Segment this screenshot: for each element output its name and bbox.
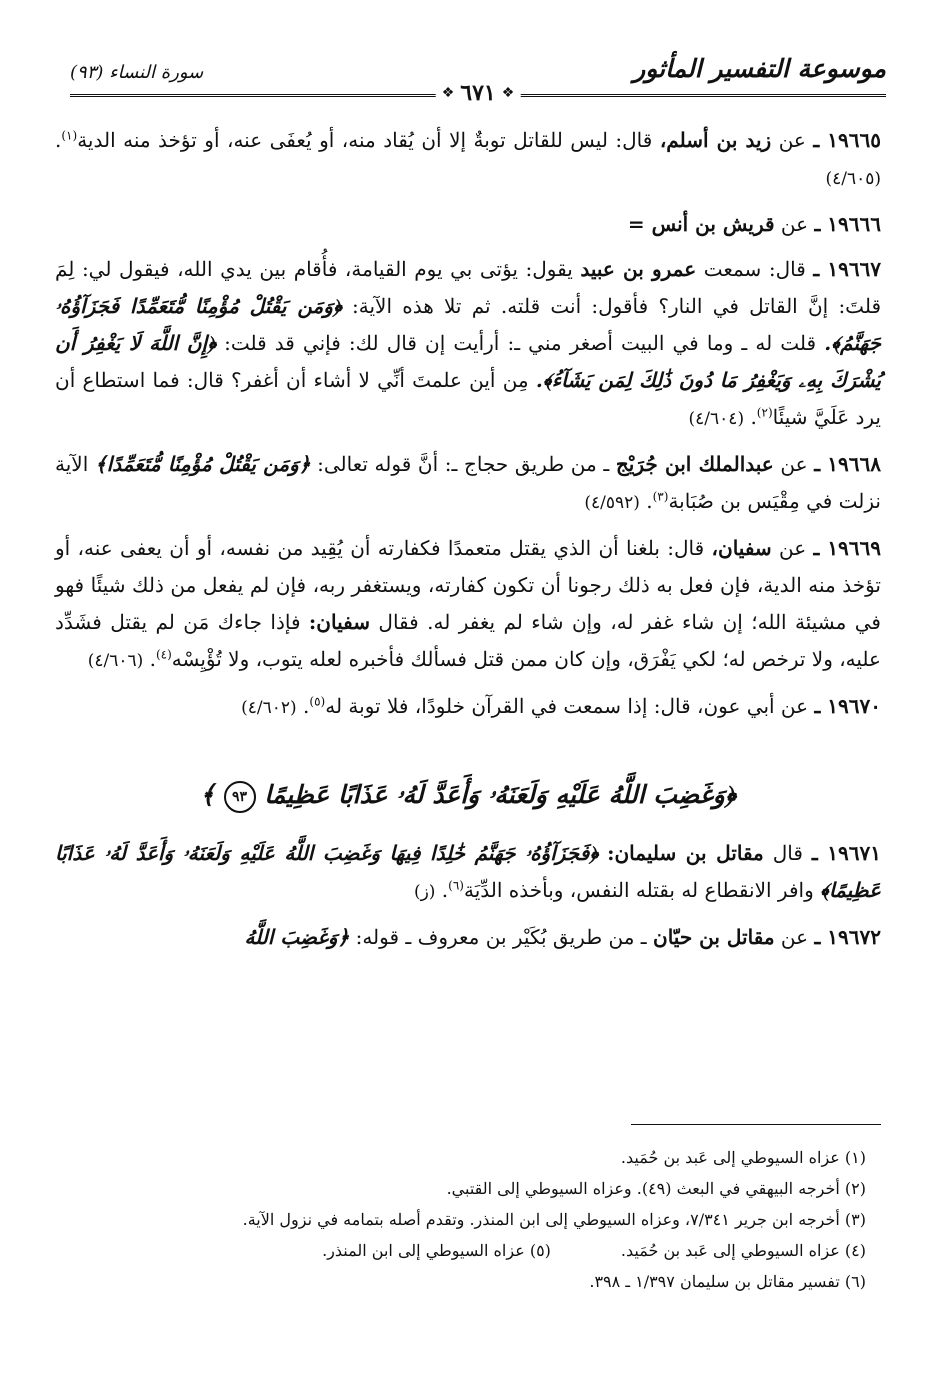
footnote-4: (٤) عزاه السيوطي إلى عَبد بن حُمَيد. [620, 1241, 866, 1260]
entry-text: . [441, 878, 449, 902]
quran-quote: ﴿وَمَن يَقْتُلْ مُؤْمِنًا مُّتَعَمِّدًا﴾ [94, 452, 311, 476]
quran-quote: ﴿وَمَن يَقْتُلْ مُؤْمِنًا مُّتَعَمِّدًا فَجَزَآؤُهُۥ جَهَنَّمُ﴾. [55, 294, 881, 355]
entry-text: وافر الانقطاع له بقتله النفس، وبأخذه الدِّيَة [463, 878, 814, 902]
entry-text: ـ من طريق بُكَيْر بن معروف ـ قوله: [355, 925, 647, 949]
footnote-marker: (١) [61, 128, 78, 143]
entry-number: ١٩٦٧١ ـ [811, 841, 882, 865]
entry-text: . [303, 694, 310, 718]
entry-text: قال: ليس للقاتل توبةٌ إلا أن يُقاد منه، أو يُعفَى عنه، أو تؤخذ منه الدية [77, 128, 653, 152]
entry-text: . [646, 489, 653, 513]
entry-number: ١٩٦٦٦ ـ [814, 212, 881, 236]
entry-text: عن [780, 212, 809, 236]
narrator-name: سفيان: [308, 610, 370, 634]
quran-quote: ﴿إِنَّ اللَّهَ لَا يَغْفِرُ أَن يُشْرَكَ بِهِۦ وَيَغْفِرُ مَا دُونَ ذَٰلِكَ لِمَن يَشَآءُ﴾. [55, 331, 882, 392]
verse-heading [55, 775, 881, 815]
quran-quote: ﴿فَجَزَآؤُهُۥ جَهَنَّمُ خَٰلِدًا فِيهَا وَغَضِبَ اللَّهُ عَلَيْهِ وَلَعَنَهُۥ وَأَعَدَّ لَهُۥ عَذَابًا عَظِيمًا﴾ [55, 841, 881, 902]
entry-text: مِن أين علمتَ أنِّي لا أشاء أن أغفر؟ قال: فما استطاع أن يرد عَلَيَّ شيئًا [55, 368, 881, 429]
footnote-1: (١) عزاه السيوطي إلى عَبد بن حُمَيد. [620, 1148, 866, 1167]
ornament-icon: ❖ [501, 85, 515, 101]
main-text [55, 122, 881, 964]
footnote-marker: (٣) [652, 489, 669, 504]
entry-text: قال [772, 841, 803, 865]
volume-ref: (٤/٦٠٤) [688, 409, 745, 429]
entry-number: ١٩٦٧٢ ـ [814, 925, 881, 949]
footnote-marker: (٦) [448, 878, 464, 893]
entry-text: فإذا جاءك مَن لم يقتل فشَدِّد عليه، ولا ترخص له؛ لكي يَفْرَق، وإن كان ممن قتل فسألك فأخبره لعله يتوب، ولا تُؤْيِسْه [55, 610, 881, 671]
volume-ref: (٤/٥٩٢) [584, 493, 640, 513]
entry-text: قلت له ـ وما في البيت أصغر مني ـ: أرأيت إن قال لك: فإني قد قلت: [224, 331, 817, 355]
footnote-row [70, 1235, 866, 1266]
footnote-marker: (٥) [309, 694, 326, 709]
entry-text: عن [778, 128, 806, 152]
verse-text: ﴿وَغَضِبَ اللَّهُ عَلَيْهِ وَلَعَنَهُۥ وَأَعَدَّ لَهُۥ عَذَابًا عَظِيمًا [264, 780, 736, 809]
page-number-box [436, 80, 521, 106]
entry-text: ـ من طريق حجاج ـ: أنَّ قوله تعالى: [317, 452, 610, 476]
footnote-6: (٦) تفسير مقاتل بن سليمان ١/٣٩٧ ـ ٣٩٨. [589, 1272, 866, 1291]
entry-number: ١٩٦٦٥ ـ [813, 128, 882, 152]
narrator-name: مقاتل بن حيّان [653, 925, 775, 949]
entry-number: ١٩٦٦٧ ـ [813, 257, 882, 281]
entry-text: عن أبي عون، قال: إذا سمعت في القرآن خلودًا، فلا توبة له [325, 694, 809, 718]
entry-text: قال: سمعت [703, 257, 806, 281]
quran-quote: ﴿وَغَضِبَ اللَّهُ [244, 925, 350, 949]
entry-19665 [55, 122, 881, 198]
footnote-marker: (٢) [756, 405, 773, 420]
entry-19672 [55, 919, 881, 956]
entry-text: . [750, 405, 757, 429]
entry-19666 [55, 206, 881, 243]
entry-text: عن [779, 536, 807, 560]
volume-ref: (٤/٦٠٥) [825, 169, 881, 189]
narrator-name: عبدالملك ابن جُرَيْج [615, 452, 774, 476]
narrator-name: سفيان، [711, 536, 772, 560]
narrator-name: مقاتل بن سليمان: [607, 841, 764, 865]
entry-text: الآية نزلت في مِقْيَس بن صُبَابة [55, 452, 881, 513]
entry-text: عن [780, 452, 808, 476]
page-header [70, 52, 886, 106]
entry-19670 [55, 688, 881, 727]
entry-19667 [55, 251, 881, 438]
entry-text: . [55, 128, 62, 152]
volume-ref: (٤/٦٠٢) [241, 698, 297, 718]
verse-number-badge: ٩٣ [224, 781, 256, 813]
book-title: موسوعة التفسير المأثور [633, 54, 886, 83]
footnote-2: (٢) أخرجه البيهقي في البعث (٤٩). وعزاه السيوطي إلى القتبي. [446, 1179, 866, 1198]
entry-text: عن [780, 925, 809, 949]
entry-number: ١٩٦٦٨ ـ [814, 452, 882, 476]
footnote-marker: (٤) [155, 647, 172, 662]
narrator-name: عمرو بن عبيد [580, 257, 697, 281]
footnotes [70, 1142, 866, 1297]
page-number: ٦٧١ [460, 80, 496, 106]
entry-text: . [149, 647, 156, 671]
ornament-icon: ❖ [441, 85, 455, 101]
entry-text: يقول: يؤتى بي يوم القيامة، فأُقام بين يدي الله، فيقول لي: لِمَ قلتَ: إنَّ القاتل في النار؟ فأقول: أنت قلته. ثم تلا هذه الآية: [55, 257, 881, 318]
verse-close-bracket: ﴾ [200, 780, 215, 809]
footnote-separator [631, 1124, 881, 1125]
surah-label: سورة النساء (٩٣) [70, 62, 204, 83]
entry-19669 [55, 530, 881, 680]
entry-19671 [55, 835, 881, 911]
narrator-name: زيد بن أسلم، [659, 128, 772, 152]
entry-text: قال: بلغنا أن الذي يقتل متعمدًا فكفارته أن يُقِيد من نفسه، أو أن يعفى عنه، أو تؤخذ منه الدية، فإن فعل به ذلك رجونا أن تكون كفارته، ويستغفر ربه، فإن لم يفعل من ذلك شيئًا فهو في مشيئة الله؛ إن شاء غفر له، وإن شاء لم يغفر له. فقال [55, 536, 881, 634]
narrator-name: قريش بن أنس = [627, 212, 775, 236]
volume-ref: (ز) [413, 882, 436, 902]
footnote-5: (٥) عزاه السيوطي إلى ابن المنذر. [322, 1241, 551, 1260]
footnote-3: (٣) أخرجه ابن جرير ٧/٣٤١، وعزاه السيوطي إلى ابن المنذر. وتقدم أصله بتمامه في نزول الآية. [242, 1210, 866, 1229]
entry-number: ١٩٦٧٠ ـ [814, 694, 881, 718]
volume-ref: (٤/٦٠٦) [87, 651, 144, 671]
entry-number: ١٩٦٦٩ ـ [813, 536, 882, 560]
entry-19668 [55, 446, 881, 522]
